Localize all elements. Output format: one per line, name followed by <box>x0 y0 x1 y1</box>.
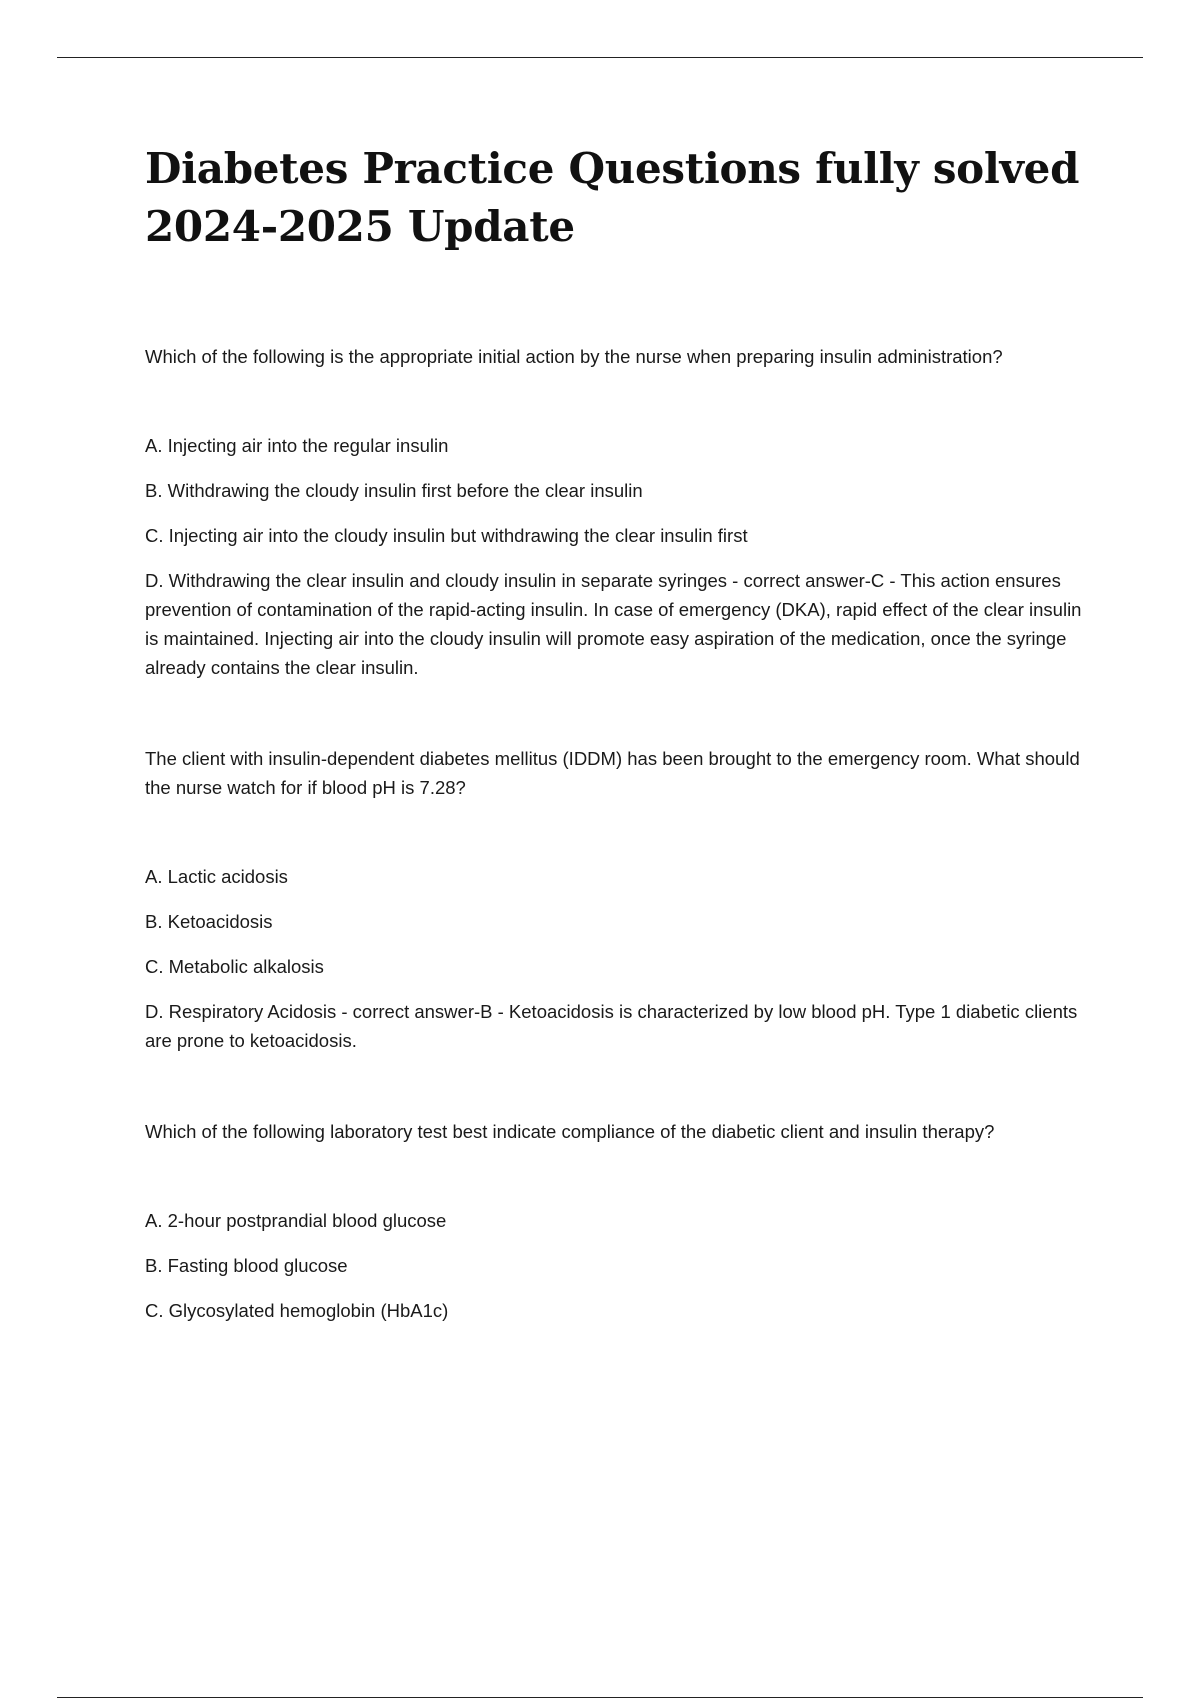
question-3 <box>145 1117 1095 1325</box>
answer-option-c: C. Injecting air into the cloudy insulin but withdrawing the clear insulin first <box>145 525 748 546</box>
document-body <box>145 140 1095 1387</box>
answer-option-b: B. Withdrawing the cloudy insulin first before the clear insulin <box>145 480 643 501</box>
answer-options <box>145 862 1095 1055</box>
question-2 <box>145 744 1095 1055</box>
answer-option-d: D. Withdrawing the clear insulin and cloudy insulin in separate syringes - correct answer-C - This action ensures prevention of contamination of the rapid-acting insulin. In case of emergency (DKA), rapid effect of the clear insulin is maintained. Injecting air into the cloudy insulin will promote easy aspiration of the medication, once the syringe already contains the clear insulin. <box>145 570 1082 678</box>
question-text: The client with insulin-dependent diabetes mellitus (IDDM) has been brought to the emergency room. What should the nurse watch for if blood pH is 7.28? <box>145 748 1080 798</box>
document-title: Diabetes Practice Questions fully solved 2024-2025 Update <box>145 144 1080 251</box>
answer-option-a: A. Injecting air into the regular insulin <box>145 435 449 456</box>
answer-option-d: D. Respiratory Acidosis - correct answer-B - Ketoacidosis is characterized by low blood pH. Type 1 diabetic clients are prone to ketoacidosis. <box>145 1001 1078 1051</box>
answer-options <box>145 431 1095 682</box>
answer-option-c: C. Glycosylated hemoglobin (HbA1c) <box>145 1300 449 1321</box>
question-text: Which of the following is the appropriate initial action by the nurse when preparing insulin administration? <box>145 346 1003 367</box>
answer-options <box>145 1206 1095 1325</box>
answer-option-c: C. Metabolic alkalosis <box>145 956 324 977</box>
answer-option-b: B. Ketoacidosis <box>145 911 273 932</box>
answer-option-a: A. Lactic acidosis <box>145 866 288 887</box>
question-1 <box>145 342 1095 682</box>
bottom-divider <box>57 1697 1143 1698</box>
question-text: Which of the following laboratory test best indicate compliance of the diabetic client and insulin therapy? <box>145 1121 995 1142</box>
answer-option-a: A. 2-hour postprandial blood glucose <box>145 1210 447 1231</box>
top-divider <box>57 57 1143 58</box>
answer-option-b: B. Fasting blood glucose <box>145 1255 348 1276</box>
